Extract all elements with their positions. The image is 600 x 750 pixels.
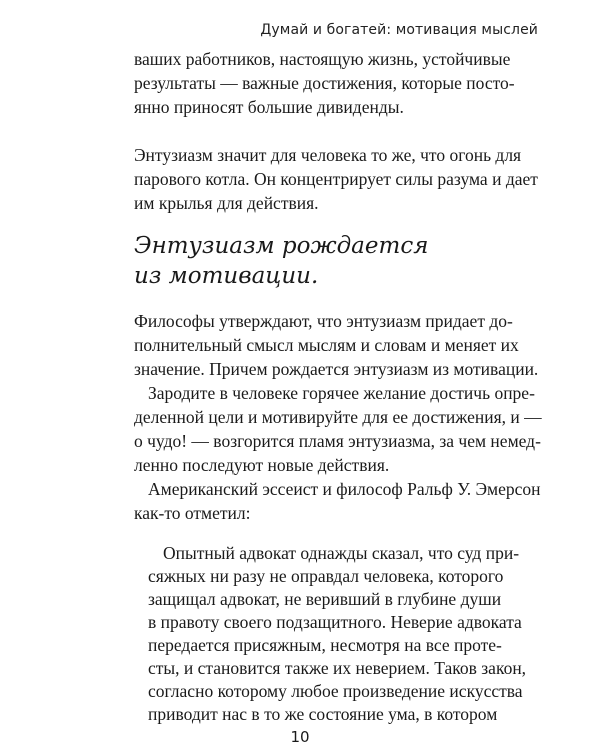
paragraph-4-line: о чудо! — возгорится пламя энтузиазма, за чем немед- bbox=[134, 431, 541, 451]
paragraph-5-line: Американский эссеист и философ Ральф У. Эмерсон bbox=[148, 479, 541, 499]
quote-line: приводит нас в то же состояние ума, в котором bbox=[148, 704, 498, 724]
paragraph-4-line: Зародите в человеке горячее желание достичь опре- bbox=[148, 383, 535, 403]
quote-line: согласно которому любое произведение искусства bbox=[148, 681, 523, 701]
page-number: 10 bbox=[290, 728, 310, 746]
running-header: Думай и богатей: мотивация мыслей bbox=[260, 22, 538, 38]
paragraph-2-line: парового котла. Он концентрирует силы разума и дает bbox=[134, 169, 538, 189]
quote-line: Опытный адвокат однажды сказал, что суд при- bbox=[163, 543, 520, 563]
paragraph-2-line: им крылья для действия. bbox=[134, 193, 319, 213]
quote-line: сяжных ни разу не оправдал человека, которого bbox=[148, 566, 504, 586]
paragraph-4-line: деленной цели и мотивируйте для ее достижения, и — bbox=[134, 407, 542, 427]
paragraph-2-line: Энтузиазм значит для человека то же, что огонь для bbox=[134, 145, 522, 165]
paragraph-4-line: ленно последуют новые действия. bbox=[134, 455, 390, 475]
paragraph-1-line: ваших работников, настоящую жизнь, устойчивые bbox=[134, 49, 511, 69]
quote-line: сты, и становится также их неверием. Таков закон, bbox=[148, 658, 527, 678]
paragraph-3-line: полнительный смысл мыслям и словам и меняет их bbox=[134, 335, 519, 355]
quote-line: защищал адвокат, не веривший в глубине души bbox=[148, 589, 502, 609]
paragraph-1-line: янно приносят большие дивиденды. bbox=[134, 97, 404, 117]
section-heading-line: Энтузиазм рождается bbox=[134, 233, 429, 259]
quote-line: передается присяжным, несмотря на все проте- bbox=[148, 635, 502, 655]
paragraph-3-line: значение. Причем рождается энтузиазм из мотивации. bbox=[134, 359, 539, 379]
paragraph-1-line: результаты — важные достижения, которые посто- bbox=[134, 73, 515, 93]
quote-line: в правоту своего подзащитного. Неверие адвоката bbox=[148, 612, 522, 632]
paragraph-5-line: как-то отметил: bbox=[134, 503, 251, 523]
paragraph-3-line: Философы утверждают, что энтузиазм придает до- bbox=[134, 311, 513, 331]
section-heading-line: из мотивации. bbox=[134, 263, 319, 289]
